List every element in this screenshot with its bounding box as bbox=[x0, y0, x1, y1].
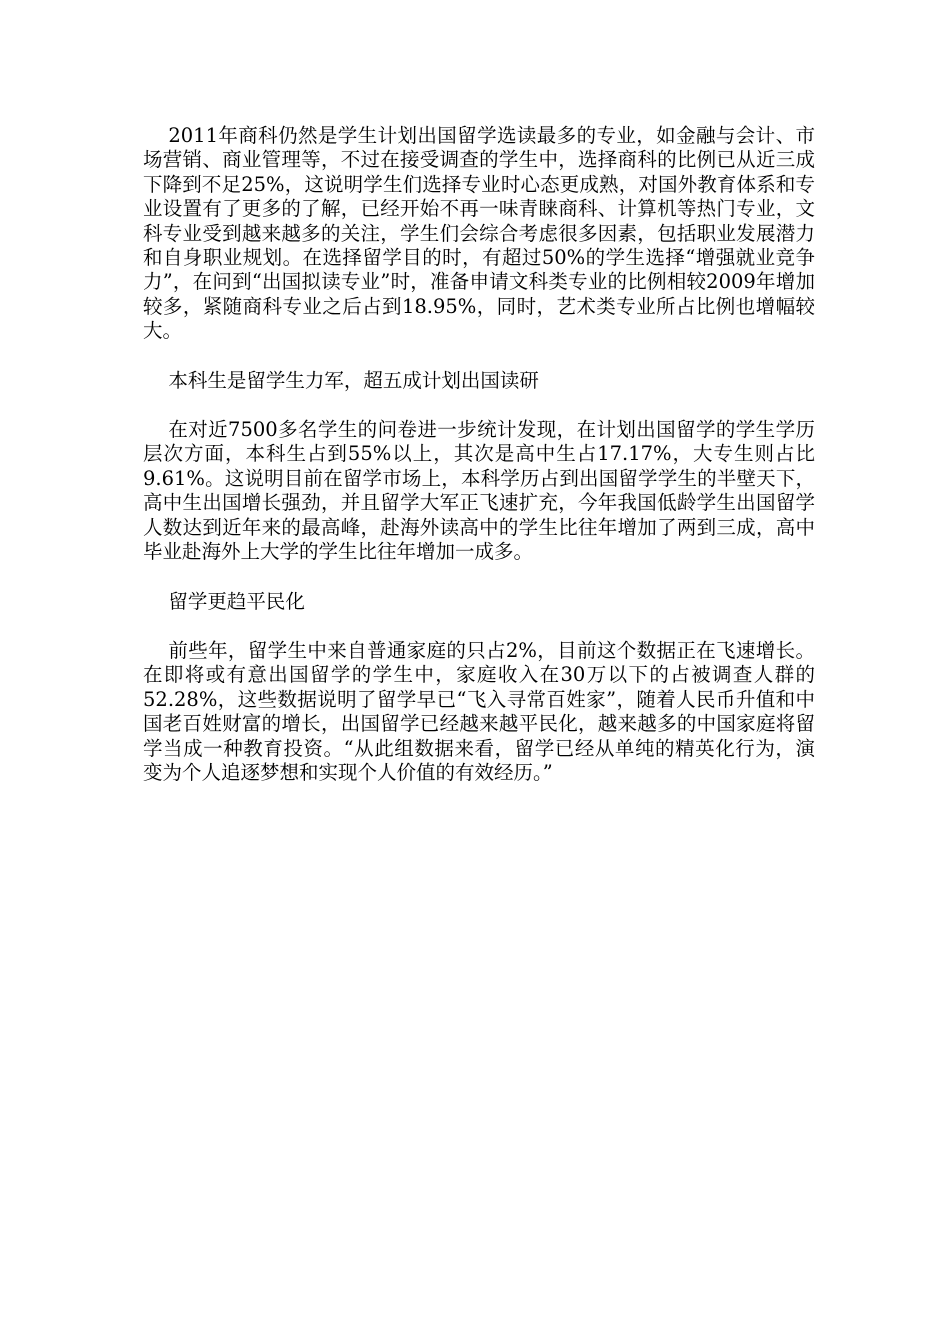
paragraph-spacer bbox=[143, 393, 815, 418]
paragraph-spacer bbox=[143, 614, 815, 639]
paragraph-spacer bbox=[143, 565, 815, 590]
paragraph-education-levels: 在对近7500多名学生的问卷进一步统计发现，在计划出国留学的学生学历层次方面，本科生占到55%以上，其次是高中生占17.17%，大专生则占比9.61%。这说明目前在留学市场上，本科学历占到出国留学学生的半壁天下，高中生出国增长强劲，并且留学大军正飞速扩充，今年我国低龄学生出国留学人数达到近年来的最高峰，赴海外读高中的学生比往年增加了两到三成，高中毕业赴海外上大学的学生比往年增加一成多。 bbox=[143, 418, 815, 564]
paragraph-business-majors: 2011年商科仍然是学生计划出国留学选读最多的专业，如金融与会计、市场营销、商业管理等，不过在接受调查的学生中，选择商科的比例已从近三成下降到不足25%，这说明学生们选择专业时心态更成熟，对国外教育体系和专业设置有了更多的了解，已经开始不再一味青睐商科、计算机等热门专业，文科专业受到越来越多的关注，学生们会综合考虑很多因素，包括职业发展潜力和自身职业规划。在选择留学目的时，有超过50%的学生选择“增强就业竞争力”，在问到“出国拟读专业”时，准备申请文科类专业的比例相较2009年增加较多，紧随商科专业之后占到18.95%，同时，艺术类专业所占比例也增幅较大。 bbox=[143, 124, 815, 343]
section-heading-undergraduates: 本科生是留学生力军，超五成计划出国读研 bbox=[168, 368, 539, 392]
section-heading-popularization: 留学更趋平民化 bbox=[168, 589, 305, 613]
paragraph-family-income: 前些年，留学生中来自普通家庭的只占2%，目前这个数据正在飞速增长。在即将或有意出国留学的学生中，家庭收入在30万以下的占被调查人群的52.28%，这些数据说明了留学早已“飞入寻常百姓家”，随着人民币升值和中国老百姓财富的增长，出国留学已经越来越平民化，越来越多的中国家庭将留学当成一种教育投资。“从此组数据来看，留学已经从单纯的精英化行为，演变为个人追逐梦想和实现个人价值的有效经历。” bbox=[143, 638, 815, 784]
paragraph-spacer bbox=[143, 344, 815, 369]
document-body bbox=[143, 124, 815, 785]
